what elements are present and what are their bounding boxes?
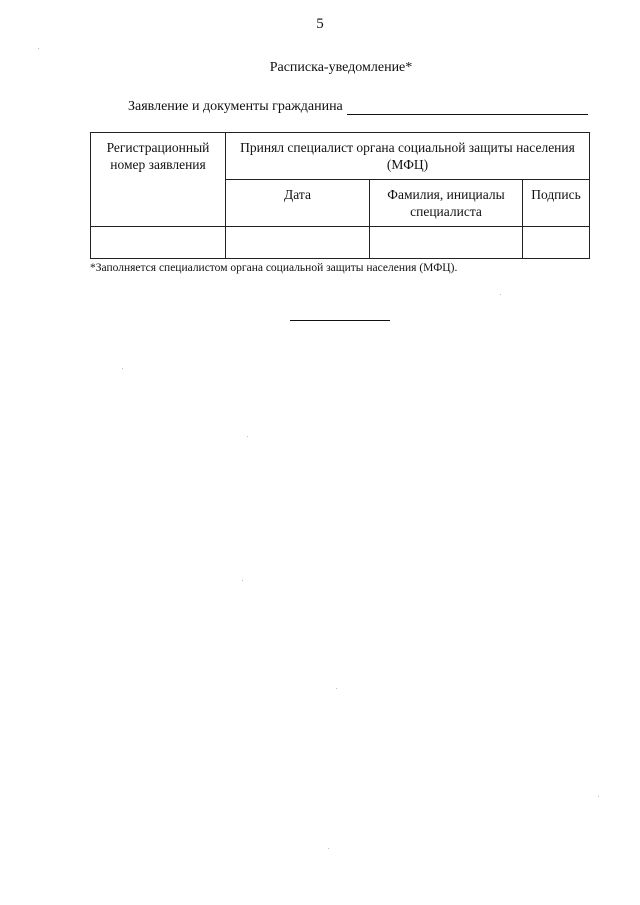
end-divider (290, 320, 390, 321)
statement-label: Заявление и документы гражданина (128, 99, 343, 114)
document-title: Расписка-уведомление* (269, 60, 413, 75)
subheader-specialist-name: Фамилия, инициалы специалиста (370, 180, 523, 227)
scan-speck (38, 48, 39, 49)
cell-specialist-name[interactable] (370, 227, 523, 259)
scan-speck (247, 436, 248, 437)
subheader-signature: Подпись (523, 180, 590, 227)
footnote: *Заполняется специалистом органа социальной защиты населения (МФЦ). (90, 262, 458, 274)
cell-signature[interactable] (523, 227, 590, 259)
receipt-table (90, 132, 590, 259)
cell-reg-number[interactable] (91, 227, 226, 259)
table-header-row (91, 133, 590, 180)
header-reg-number: Регистрационный номер заявления (91, 133, 226, 227)
scan-speck (242, 580, 243, 581)
subheader-date: Дата (226, 180, 370, 227)
scan-speck (336, 688, 337, 689)
citizen-name-blank[interactable] (347, 99, 588, 115)
scan-speck (500, 294, 501, 295)
scan-speck (122, 368, 123, 369)
scan-speck (328, 848, 329, 849)
cell-date[interactable] (226, 227, 370, 259)
scan-speck (598, 796, 599, 797)
statement-line (128, 99, 588, 115)
header-accepted-by: Принял специалист органа социальной защиты населения (МФЦ) (226, 133, 590, 180)
table-row (91, 227, 590, 259)
page-number: 5 (316, 16, 324, 32)
